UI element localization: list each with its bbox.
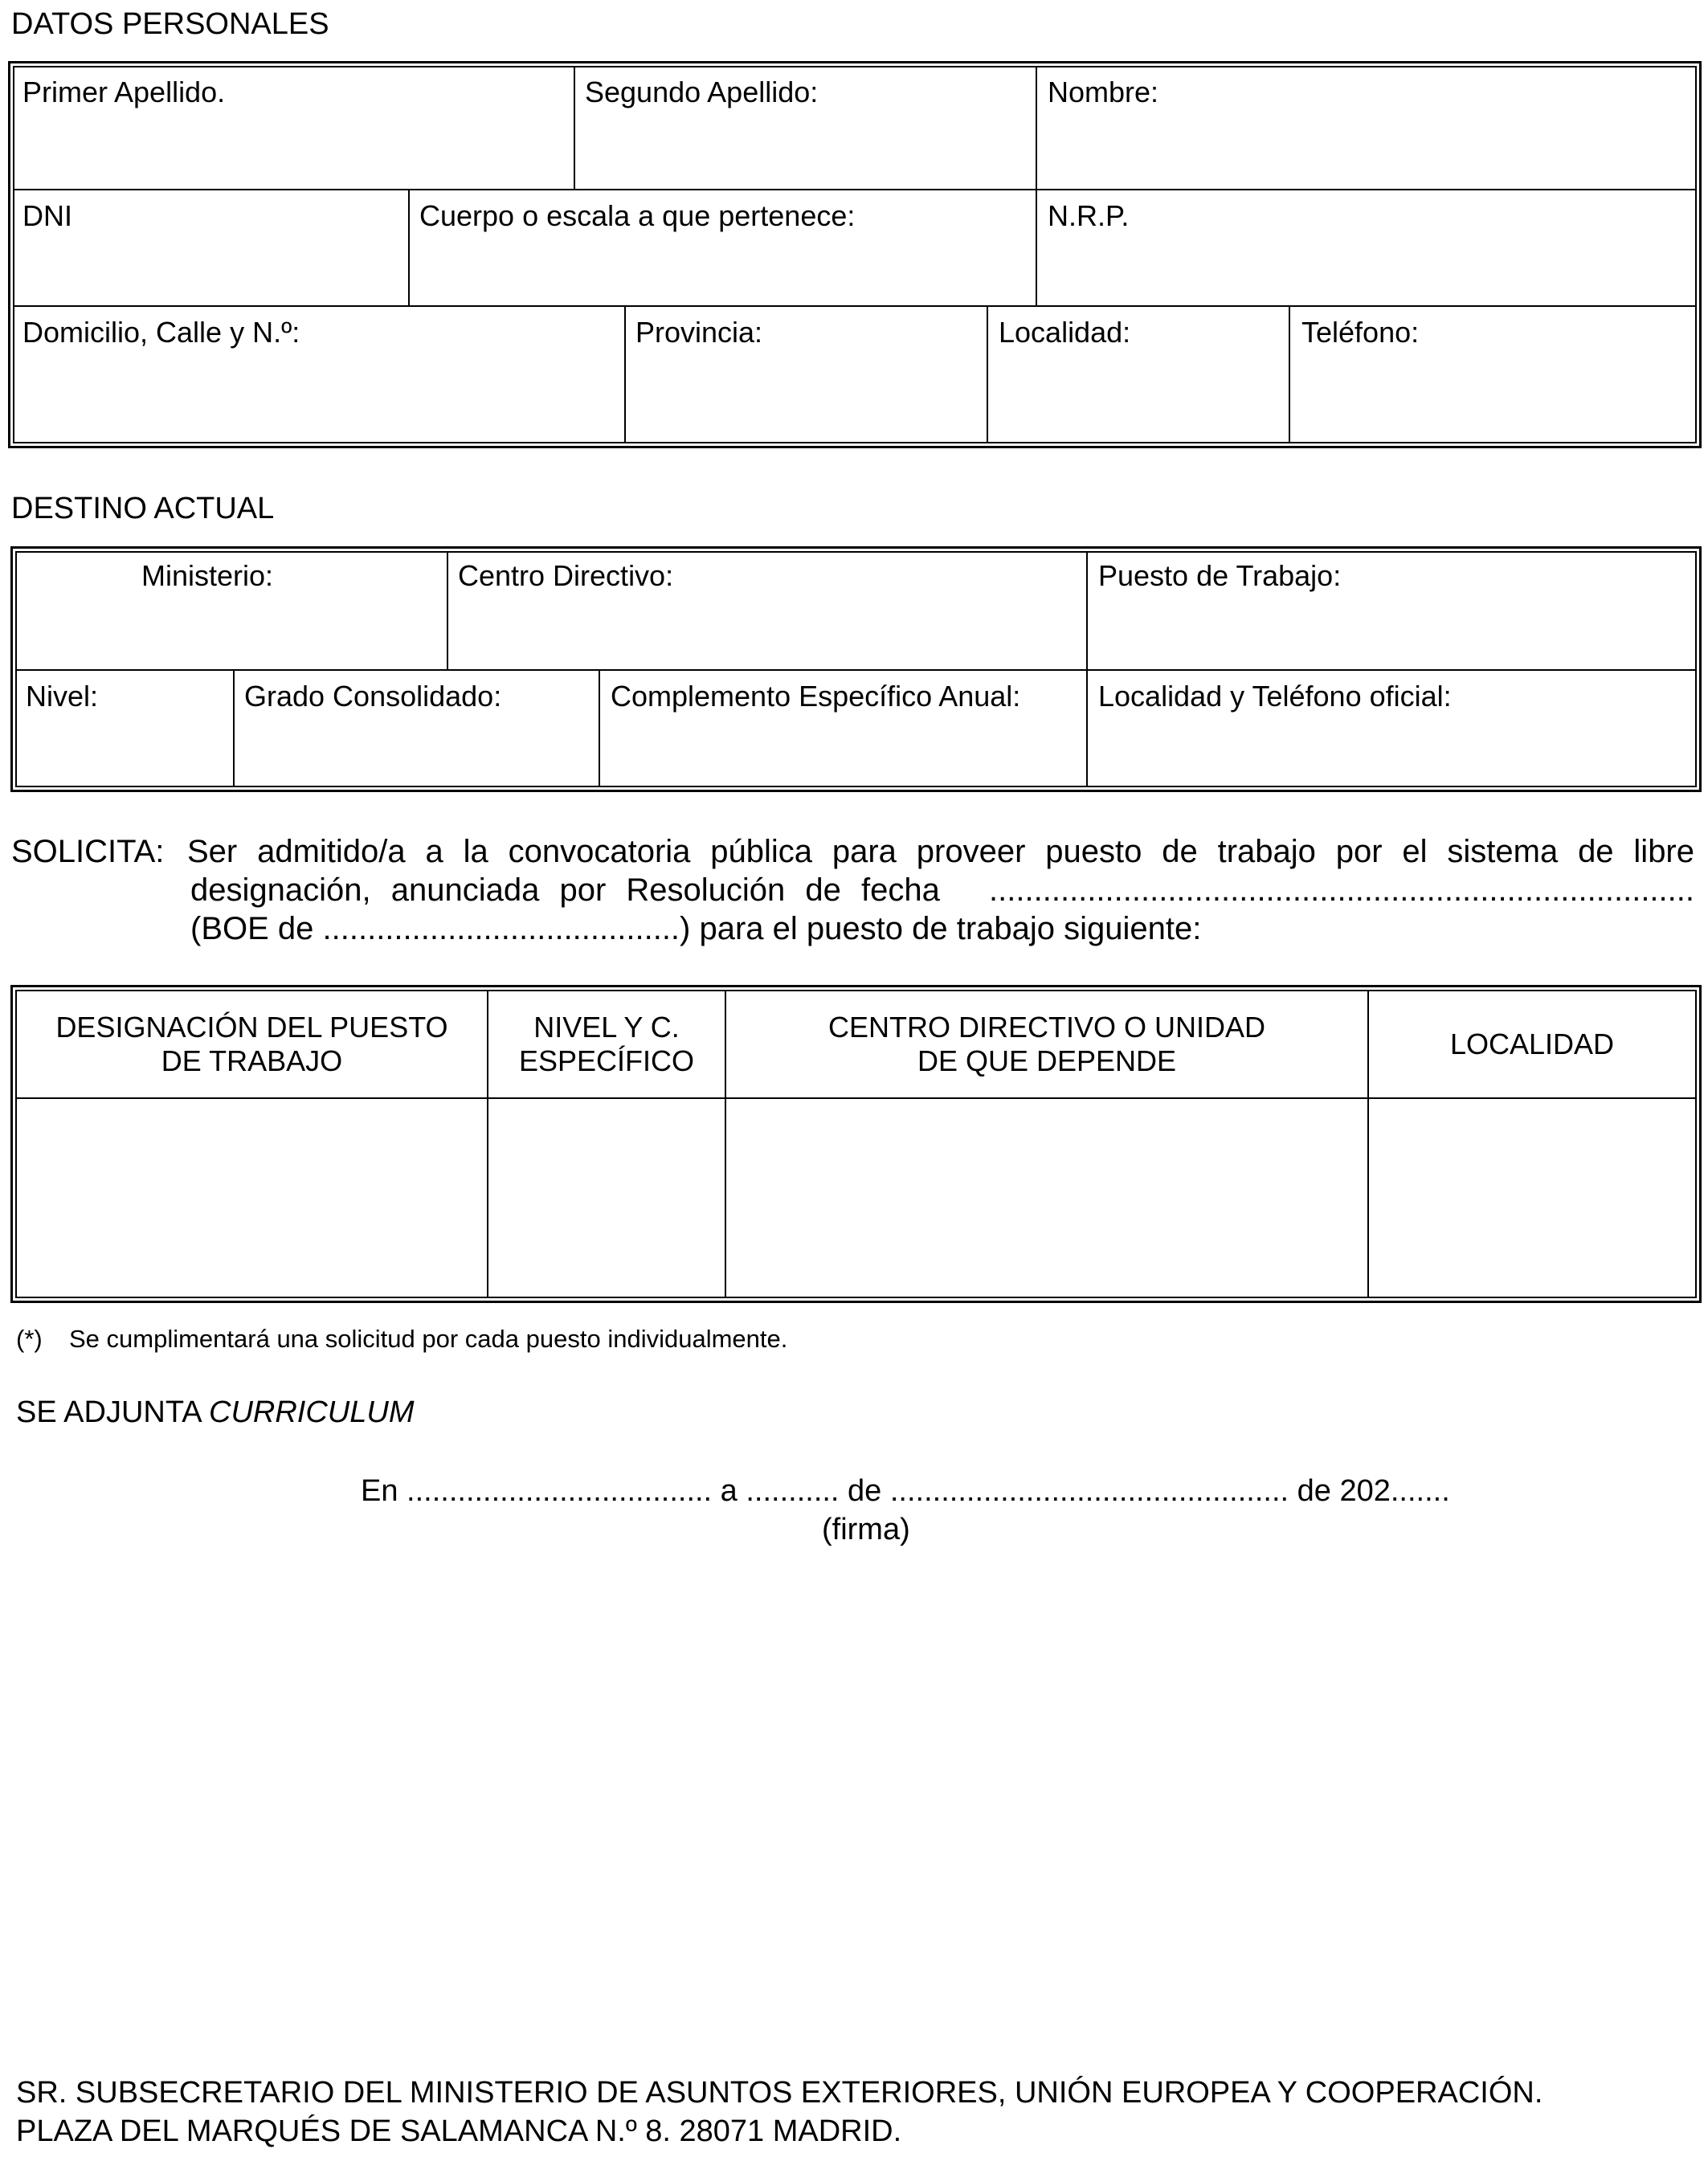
addressee-line-1: SR. SUBSECRETARIO DEL MINISTERIO DE ASUNTOS EXTERIORES, UNIÓN EUROPEA Y COOPERACIÓN. bbox=[16, 2076, 1543, 2110]
field-complemento-especifico[interactable]: Complemento Específico Anual: bbox=[611, 680, 1021, 713]
field-centro-directivo[interactable]: Centro Directivo: bbox=[458, 559, 674, 592]
field-primer-apellido[interactable]: Primer Apellido. bbox=[22, 76, 226, 108]
field-domicilio[interactable]: Domicilio, Calle y N.º: bbox=[22, 316, 300, 349]
field-nombre[interactable]: Nombre: bbox=[1048, 76, 1159, 108]
table-header-localidad: LOCALIDAD bbox=[1449, 1027, 1615, 1060]
table-cell-designacion[interactable] bbox=[17, 1099, 487, 1297]
section-title-datos-personales: DATOS PERSONALES bbox=[11, 7, 329, 41]
footnote-mark: (*) bbox=[16, 1325, 43, 1353]
field-cuerpo-escala[interactable]: Cuerpo o escala a que pertenece: bbox=[419, 199, 856, 232]
field-telefono[interactable]: Teléfono: bbox=[1301, 316, 1420, 349]
adjunta-italic: CURRICULUM bbox=[209, 1395, 415, 1429]
section-title-destino-actual: DESTINO ACTUAL bbox=[11, 492, 275, 525]
field-ministerio[interactable]: Ministerio: bbox=[141, 559, 274, 592]
field-provincia[interactable]: Provincia: bbox=[635, 316, 763, 349]
field-grado-consolidado[interactable]: Grado Consolidado: bbox=[244, 680, 502, 713]
field-dni[interactable]: DNI bbox=[22, 199, 72, 232]
table-header-designacion: DESIGNACIÓN DEL PUESTO DE TRABAJO bbox=[55, 1011, 448, 1077]
field-puesto-trabajo[interactable]: Puesto de Trabajo: bbox=[1098, 559, 1342, 592]
table-header-nivel: NIVEL Y C. ESPECÍFICO bbox=[518, 1011, 695, 1077]
solicita-line-2-text: designación, anunciada por Resolución de fecha bbox=[190, 872, 940, 908]
field-localidad[interactable]: Localidad: bbox=[999, 316, 1131, 349]
field-nivel[interactable]: Nivel: bbox=[26, 680, 99, 713]
table-cell-centro-directivo[interactable] bbox=[726, 1099, 1367, 1297]
table-cell-localidad[interactable] bbox=[1369, 1099, 1695, 1297]
solicita-line-2-dots: ............................................................................... bbox=[989, 872, 1694, 908]
footnote-text: Se cumplimentará una solicitud por cada puesto individualmente. bbox=[69, 1325, 788, 1353]
field-nrp[interactable]: N.R.P. bbox=[1048, 199, 1130, 232]
field-localidad-telefono-oficial[interactable]: Localidad y Teléfono oficial: bbox=[1098, 680, 1452, 713]
solicita-label: SOLICITA: bbox=[11, 834, 165, 869]
table-cell-nivel[interactable] bbox=[488, 1099, 725, 1297]
adjunta-curriculum bbox=[16, 1395, 414, 1430]
solicita-line-1: Ser admitido/a a la convocatoria pública para proveer puesto de trabajo por el sistema de libre bbox=[187, 834, 1694, 869]
field-segundo-apellido[interactable]: Segundo Apellido: bbox=[585, 76, 819, 108]
signature-date-line[interactable]: En .................................... a ........... de ............................................... de 202....... bbox=[361, 1474, 1450, 1508]
signature-firma: (firma) bbox=[822, 1513, 910, 1546]
table-header-centro-directivo: CENTRO DIRECTIVO O UNIDAD DE QUE DEPENDE bbox=[827, 1011, 1266, 1077]
addressee-line-2: PLAZA DEL MARQUÉS DE SALAMANCA N.º 8. 28071 MADRID. bbox=[16, 2114, 902, 2148]
adjunta-prefix: SE ADJUNTA bbox=[16, 1395, 210, 1429]
solicita-line-3: (BOE de ........................................) para el puesto de trabajo siguiente: bbox=[190, 911, 1202, 946]
solicita-line-2 bbox=[190, 871, 1694, 909]
